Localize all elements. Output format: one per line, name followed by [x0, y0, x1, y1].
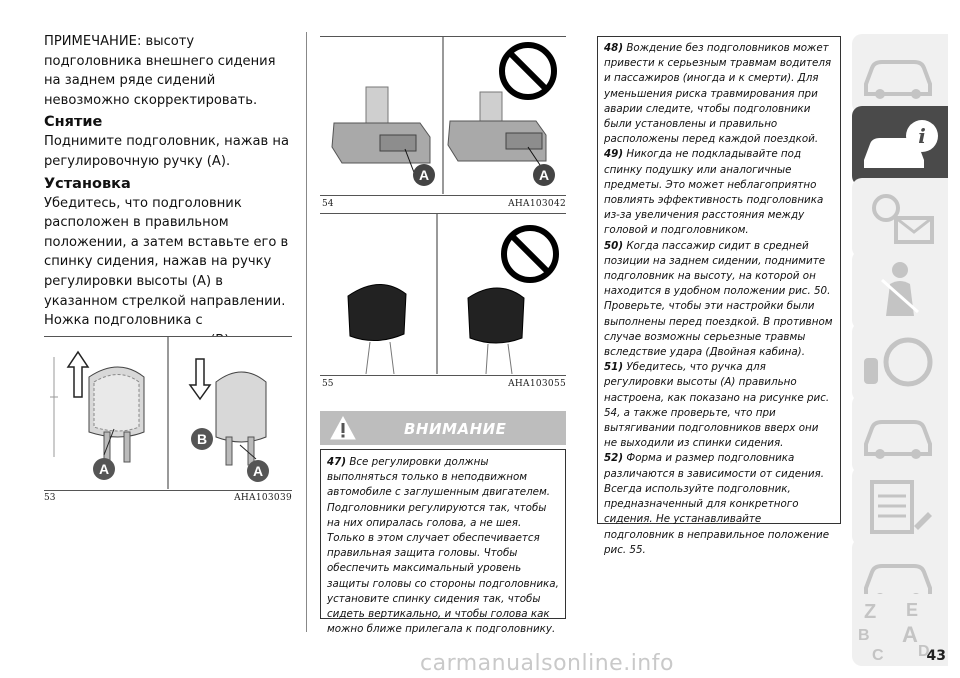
warnings-continued-box [597, 36, 841, 556]
removal-paragraph: Поднимите подголовник, нажав на регулировочную ручку (A). [44, 134, 289, 169]
figure-54-number: 54 [322, 199, 334, 209]
steering-start-icon [852, 322, 948, 402]
item-50-number: 50) [604, 239, 624, 252]
item-49-number: 49) [604, 148, 624, 161]
item-52-text: Форма и размер подголовника различаются в зависимости от сидения. Всегда используйте подголовник, предназначенный для конкретного сидения. Не устанавливайте подголовник в неправильное положение рис. 55. [604, 452, 830, 556]
figure-53-caption [44, 493, 292, 503]
item-51 [604, 360, 834, 451]
install-paragraph-2: Ножка подголовника с [44, 313, 203, 329]
svg-text:B: B [196, 431, 208, 447]
item-52 [604, 451, 834, 557]
item-49 [604, 147, 834, 238]
item-51-number: 51) [604, 361, 624, 374]
tab-starting-driving[interactable] [852, 322, 948, 402]
note-paragraph: ПРИМЕЧАНИЕ: высоту подголовника внешнего сидения на заднем ряде сидений невозможно скорректировать. [44, 34, 276, 108]
fig54-bottom-rule [320, 195, 566, 196]
tab-car-overview[interactable] [852, 34, 948, 114]
svg-text:A: A [418, 167, 430, 183]
item-52-number: 52) [604, 452, 624, 465]
svg-text:A: A [252, 463, 264, 479]
install-heading: Установка [44, 175, 131, 192]
figure-53-code: AHA103039 [234, 493, 292, 503]
item-49-text: Никогда не подкладывайте под спинку подушку или аналогичные предметы. Это может неблагоприятно повлиять эффективность подголовника из-за увеличения расстояния между головой и подголовником. [604, 148, 824, 237]
column-divider [306, 32, 307, 632]
watermark: carmanualsonline.info [420, 651, 674, 676]
item-48-number: 48) [604, 42, 624, 54]
warning-title: ВНИМАНИЕ [404, 420, 507, 438]
warning-triangle-icon [330, 416, 356, 440]
warning-item-47 [327, 455, 559, 637]
install-paragraph-1: Убедитесь, что подголовник расположен в правильном положении, а затем вставьте его в спинку сидения, нажав на ручку регулировки высоты (A) в указанном стрелкой направлении. [44, 195, 289, 309]
airbag-safety-icon [852, 250, 948, 330]
item-50-text: Когда пассажир сидит в средней позиции на заднем сидении, поднимите подголовник на высоту, на которой он находится в удобном положении рис. 50. Проверьте, чтобы эти настройки были выполнены перед поездкой. В противном случае возможны серьезные травмы вследствие удара (Двойная кабина). [604, 239, 833, 359]
svg-text:A: A [538, 167, 550, 183]
warning-header [320, 411, 566, 445]
svg-text:A: A [98, 461, 110, 477]
figure-53-number: 53 [44, 493, 56, 503]
figure-55 [320, 214, 566, 374]
maintenance-list-icon [852, 466, 948, 546]
tab-emergency[interactable] [852, 394, 948, 474]
warning-item-47-text: Все регулировки должны выполняться только в неподвижном автомобиле с заглушенным двигателем. Подголовники регулируются так, чтобы на них опиралась голова, а не шея. Только в этом случает обеспечивается правильная защита головы. Чтобы обеспечить максимальный уровень защиты головы со стороны подголовника, установите спинку сидения так, чтобы сидеть вертикально, и чтобы голова как можно ближе прилегала к подголовнику. [327, 456, 559, 636]
tab-warning-lights[interactable] [852, 178, 948, 258]
figure-53-illustration [44, 337, 292, 489]
item-48 [604, 41, 834, 147]
svg-text:A: A [902, 622, 918, 647]
warning-item-47-number: 47) [327, 456, 347, 468]
page-number: 43 [926, 648, 946, 664]
car-emergency-icon [852, 394, 948, 474]
svg-text:C: C [872, 647, 884, 664]
warning-box [320, 449, 566, 636]
fig55-bottom-rule [320, 375, 566, 376]
fig53-bottom-rule [44, 490, 292, 491]
car-overview-icon [852, 34, 948, 114]
svg-text:i: i [918, 124, 926, 148]
chapter-tabs-sidebar [852, 34, 948, 666]
svg-text:B: B [858, 627, 870, 644]
svg-text:Z: Z [864, 601, 877, 623]
svg-text:E: E [906, 600, 919, 620]
figure-55-number: 55 [322, 379, 334, 389]
car-info-icon [852, 106, 948, 186]
figure-54 [320, 37, 566, 194]
figure-53 [44, 337, 292, 489]
tab-safety[interactable] [852, 250, 948, 330]
figure-54-code: AHA103042 [508, 199, 566, 209]
warning-lights-icon [852, 178, 948, 258]
svg-text:D: D [918, 643, 930, 660]
item-48-text: Вождение без подголовников может привести к серьезным травмам водителя и пассажиров (иногда и к смерти). Для уменьшения риска травмирования при аварии следите, чтобы подголовники были установлены и правильно расположены перед каждой поездкой. [604, 42, 832, 146]
item-51-text: Убедитесь, что ручка для регулировки высоты (A) правильно настроена, как показано на рисунке рис. 54, а также проверьте, что при вытягивании подголовников вверх они не выходили из спинки сидения. [604, 361, 830, 450]
tab-car-info[interactable] [852, 106, 948, 186]
figure-54-caption [322, 199, 566, 209]
item-50 [604, 239, 834, 361]
figure-54-illustration [320, 37, 566, 194]
removal-heading: Снятие [44, 114, 103, 131]
figure-55-code: AHA103055 [508, 379, 566, 389]
tab-maintenance[interactable] [852, 466, 948, 546]
figure-55-caption [322, 379, 566, 389]
figure-55-illustration [320, 214, 566, 374]
